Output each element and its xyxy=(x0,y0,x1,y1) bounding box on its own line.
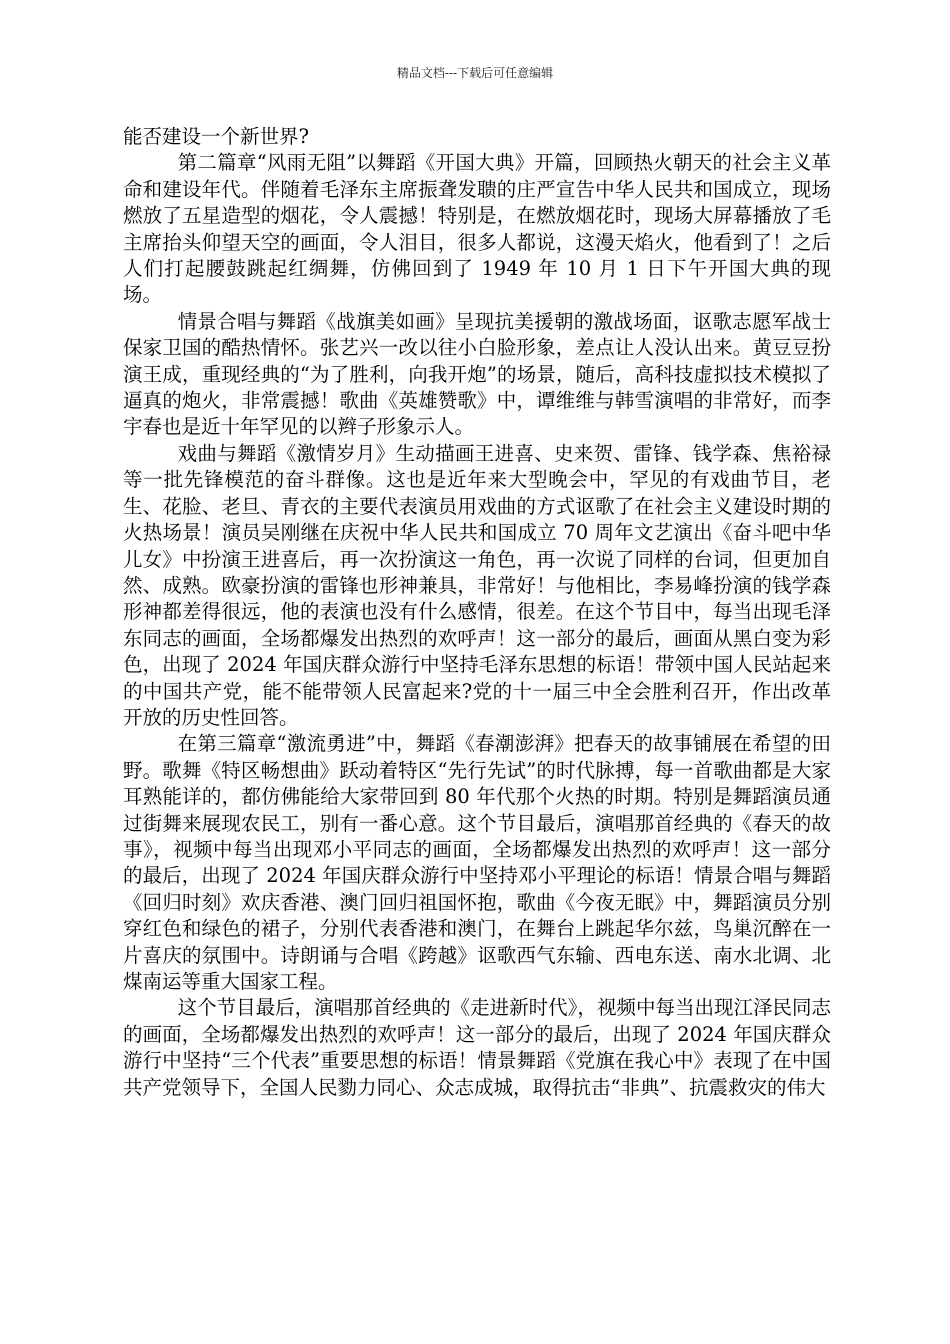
article-body xyxy=(123,124,831,1101)
page-header: 精品文档---下载后可任意编辑 xyxy=(396,66,554,80)
paragraph: 情景合唱与舞蹈《战旗美如画》呈现抗美援朝的激战场面，讴歌志愿军战士保家卫国的酷热情怀。张艺兴一改以往小白脸形象，差点让人没认出来。黄豆豆扮演王成，重现经典的“为了胜利，向我开炮”的场景，随后，高科技虚拟技术模拟了逼真的炮火，非常震撼！歌曲《英雄赞歌》中，谭维维与韩雪演唱的非常好，而李宇春也是近十年罕见的以辫子形象示人。 xyxy=(123,309,831,439)
paragraph-continuation: 能否建设一个新世界? xyxy=(123,125,309,148)
paragraph: 在第三篇章“激流勇进”中，舞蹈《春潮澎湃》把春天的故事铺展在希望的田野。歌舞《特区畅想曲》跃动着特区“先行先试”的时代脉搏，每一首歌曲都是大家耳熟能详的，都仿佛能给大家带回到 80 年代那个火热的时期。特别是舞蹈演员通过街舞来展现农民工，别有一番心意。这个节目最后，演唱那首经典的《春天的故事》，视频中每当出现邓小平同志的画面，全场都爆发出热烈的欢呼声！这一部分的最后，出现了 2024 年国庆群众游行中坚持邓小平理论的标语！情景合唱与舞蹈《回归时刻》欢庆香港、澳门回归祖国怀抱，歌曲《今夜无眠》中，舞蹈演员分别穿红色和绿色的裙子，分别代表香港和澳门，在舞台上跳起华尔兹，鸟巢沉醉在一片喜庆的氛围中。诗朗诵与合唱《跨越》讴歌西气东输、西电东送、南水北调、北煤南运等重大国家工程。 xyxy=(123,732,831,993)
paragraph: 戏曲与舞蹈《激情岁月》生动描画王进喜、史来贺、雷锋、钱学森、焦裕禄等一批先锋模范的奋斗群像。这也是近年来大型晚会中，罕见的有戏曲节目，老生、花脸、老旦、青衣的主要代表演员用戏曲的方式讴歌了在社会主义建设时期的火热场景！演员吴刚继在庆祝中华人民共和国成立 70 周年文艺演出《奋斗吧中华儿女》中扮演王进喜后，再一次扮演这一角色，再一次说了同样的台词，但更加自然、成熟。欧豪扮演的雷锋也形神兼具，非常好！与他相比，李易峰扮演的钱学森形神都差得很远，他的表演也没有什么感情，很差。在这个节目中，每当出现毛泽东同志的画面，全场都爆发出热烈的欢呼声！这一部分的最后，画面从黑白变为彩色，出现了 2024 年国庆群众游行中坚持毛泽东思想的标语！带领中国人民站起来的中国共产党，能不能带领人民富起来?党的十一届三中全会胜利召开，作出改革开放的历史性回答。 xyxy=(123,441,831,729)
paragraph: 这个节目最后，演唱那首经典的《走进新时代》，视频中每当出现江泽民同志的画面，全场都爆发出热烈的欢呼声！这一部分的最后，出现了 2024 年国庆群众游行中坚持“三个代表”重要思想的标语！情景舞蹈《党旗在我心中》表现了在中国共产党领导下，全国人民勠力同心、众志成城，取得抗击“非典”、抗震救灾的伟大 xyxy=(123,996,831,1099)
paragraph: 第二篇章“风雨无阻”以舞蹈《开国大典》开篇，回顾热火朝天的社会主义革命和建设年代。伴随着毛泽东主席振聋发聩的庄严宣告中华人民共和国成立，现场燃放了五星造型的烟花，令人震撼！特别是，在燃放烟花时，现场大屏幕播放了毛主席抬头仰望天空的画面，令人泪目，很多人都说，这漫天焰火，他看到了！之后人们打起腰鼓跳起红绸舞，仿佛回到了 1949 年 10 月 1 日下午开国大典的现场。 xyxy=(123,151,831,307)
